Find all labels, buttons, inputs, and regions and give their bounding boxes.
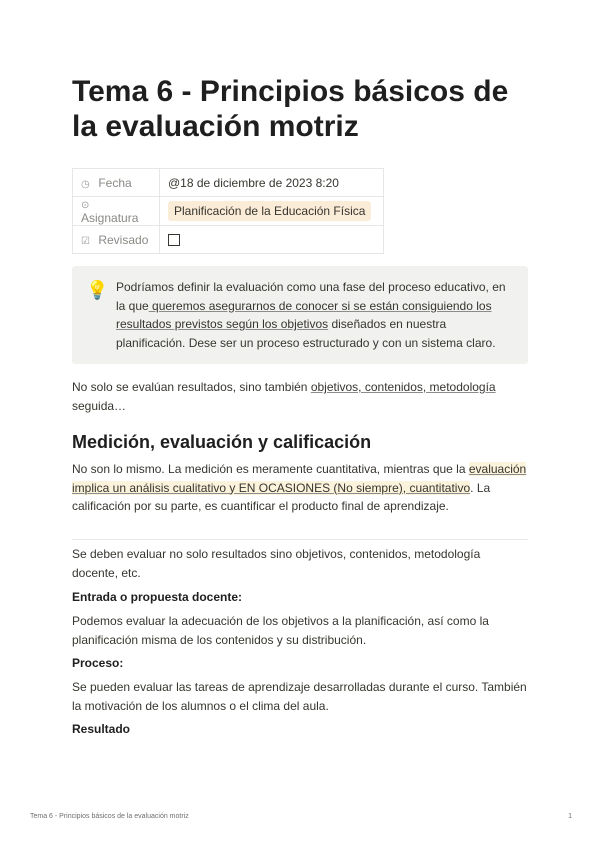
highlighted-text: evaluación implica un análisis cualitativo y EN OCASIONES (No siempre), cuantitativo [72, 462, 527, 495]
callout-box [72, 266, 528, 364]
paragraph: Podemos evaluar la adecuación de los objetivos a la planificación, así como la planificación misma de los contenidos y su distribución. [72, 614, 489, 647]
property-revisado [73, 226, 384, 254]
callout-text: Podríamos definir la evaluación como una fase del proceso educativo, en la que queremos asegurarnos de conocer si se están consiguiendo los resultados previstos según los objetivos diseñados en nuestra planificación. Dese ser un proceso estructurado y con un sistema claro. [116, 280, 506, 350]
page-footer [30, 813, 572, 820]
section-heading: Medición, evaluación y calificación [72, 432, 372, 452]
page-number: 1 [568, 813, 572, 820]
property-fecha [73, 169, 384, 197]
paragraph: No solo se evalúan resultados, sino también objetivos, contenidos, metodología seguida… [72, 380, 496, 413]
property-label: Revisado [98, 232, 149, 247]
property-label: Asignatura [81, 211, 139, 225]
properties-table [72, 168, 384, 254]
list-icon: ⊙ [81, 200, 90, 211]
property-label: Fecha [98, 175, 132, 190]
paragraph: Se pueden evaluar las tareas de aprendizaje desarrolladas durante el curso. También la motivación de los alumnos o el clima del aula. [72, 680, 527, 713]
paragraph: No son lo mismo. La medición es meramente cuantitativa, mientras que la evaluación implica un análisis cualitativo y EN OCASIONES (No siempre), cuantitativo. La calificación por su parte, es cuantificar el producto final de aprendizaje. [72, 462, 527, 513]
property-value-fecha[interactable]: @18 de diciembre de 2023 8:20 [160, 169, 384, 197]
clock-icon: ◷ [81, 178, 90, 190]
subheading-resultado: Resultado [72, 722, 131, 736]
footer-title: Tema 6 - Principios básicos de la evaluación motriz [30, 813, 189, 820]
page-title: Tema 6 - Principios básicos de la evaluación motriz [72, 75, 509, 143]
underlined-text: objetivos, contenidos, metodología [310, 380, 496, 394]
paragraph: Se deben evaluar no solo resultados sino objetivos, contenidos, metodología docente, etc. [72, 547, 481, 580]
revisado-checkbox[interactable] [168, 234, 180, 246]
property-asignatura [73, 197, 384, 226]
lightbulb-icon: 💡 [86, 280, 109, 300]
checkbox-icon: ☑ [81, 235, 90, 247]
subheading-proceso: Proceso: [72, 656, 124, 670]
asignatura-tag[interactable]: Planificación de la Educación Física [168, 201, 371, 221]
underlined-text: queremos asegurarnos de conocer si se están consiguiendo los resultados previstos según los objetivos [116, 298, 492, 331]
subheading-entrada: Entrada o propuesta docente: [72, 590, 243, 604]
divider [72, 539, 528, 540]
